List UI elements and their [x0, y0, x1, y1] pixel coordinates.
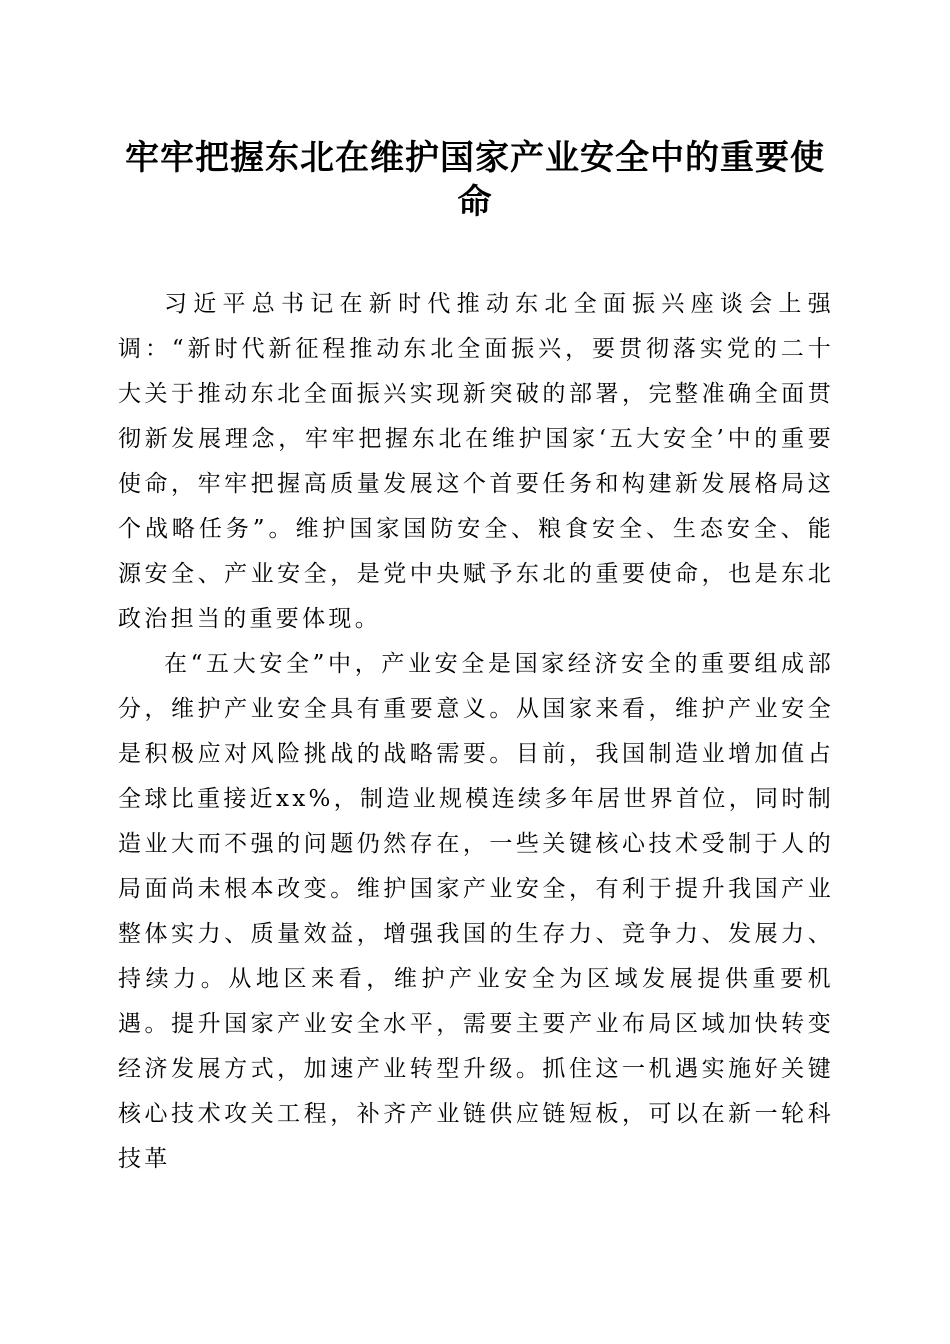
document-body [118, 282, 834, 1182]
document-title: 牢牢把握东北在维护国家产业安全中的重要使命 [125, 138, 825, 222]
body-paragraph-1: 习近平总书记在新时代推动东北全面振兴座谈会上强调：“新时代新征程推动东北全面振兴，要贯彻落实党的二十大关于推动东北全面振兴实现新突破的部署，完整准确全面贯彻新发展理念，牢牢把握东北在维护国家‘五大安全’中的重要使命，牢牢把握高质量发展这个首要任务和构建新发展格局这个战略任务”。维护国家国防安全、粮食安全、生态安全、能源安全、产业安全，是党中央赋予东北的重要使命，也是东北政治担当的重要体现。 [118, 291, 834, 632]
body-paragraph-2: 在“五大安全”中，产业安全是国家经济安全的重要组成部分，维护产业安全具有重要意义。从国家来看，维护产业安全是积极应对风险挑战的战略需要。目前，我国制造业增加值占全球比重接近xx%，制造业规模连续多年居世界首位，同时制造业大而不强的问题仍然存在，一些关键核心技术受制于人的局面尚未根本改变。维护国家产业安全，有利于提升我国产业整体实力、质量效益，增强我国的生存力、竞争力、发展力、持续力。从地区来看，维护产业安全为区域发展提供重要机遇。提升国家产业安全水平，需要主要产业布局区域加快转变经济发展方式，加速产业转型升级。抓住这一机遇实施好关键核心技术攻关工程，补齐产业链供应链短板，可以在新一轮科技革 [118, 651, 834, 1172]
